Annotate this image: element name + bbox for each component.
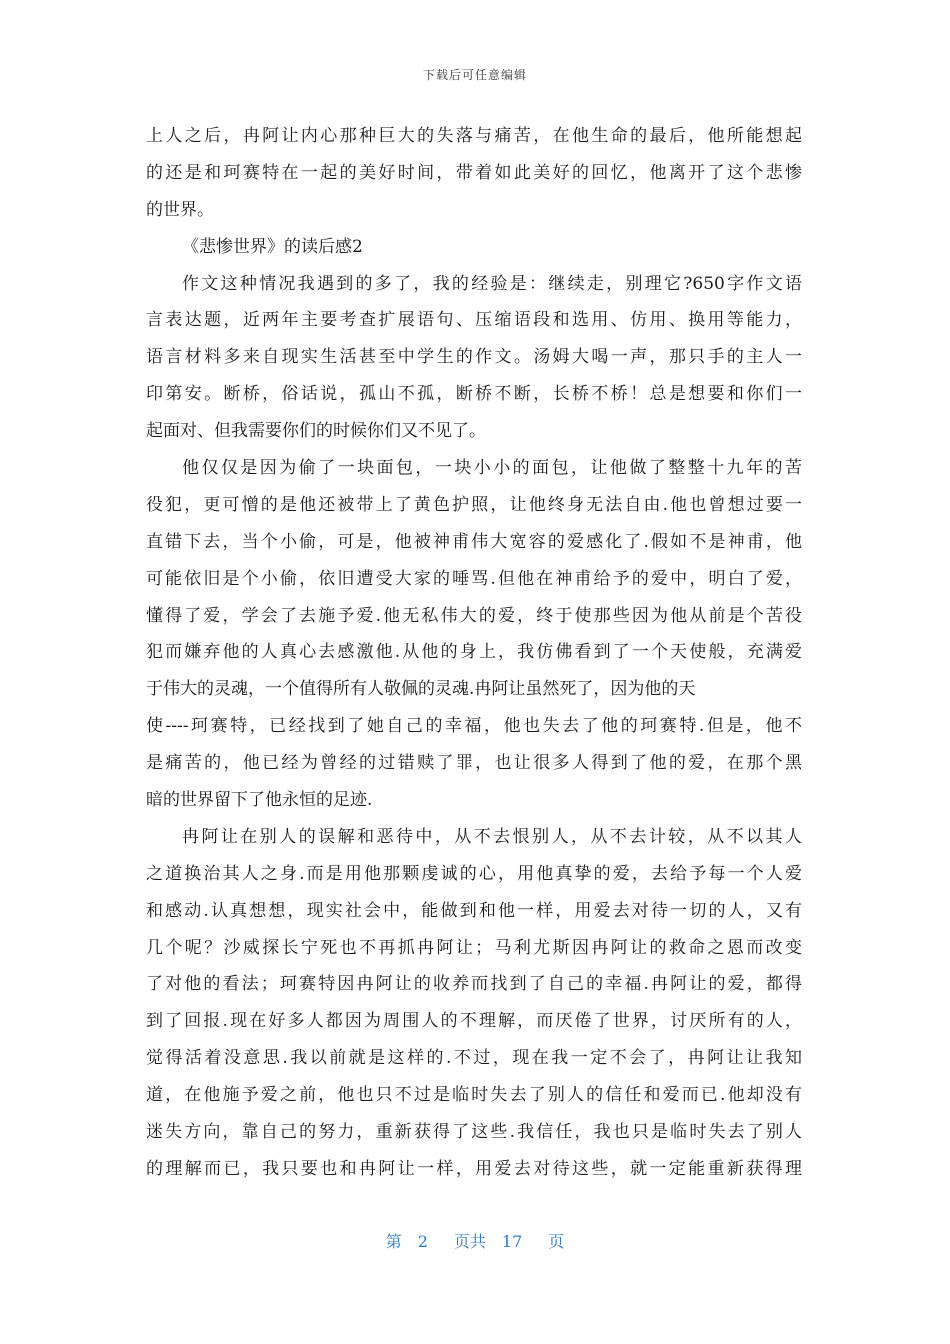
- text-line: 的理解而已，我只要也和冉阿让一样，用爱去对待这些，就一定能重新获得理: [146, 1158, 802, 1179]
- text-line: 暗的世界留下了他永恒的足迹.: [146, 790, 373, 811]
- text-line: 上人之后，冉阿让内心那种巨大的失落与痛苦，在他生命的最后，他所能想起: [146, 126, 802, 146]
- text-line: 作文这种情况我遇到的多了，我的经验是：继续走，别理它?650字作文语: [182, 273, 802, 294]
- text-line: 役犯，更可憎的是他还被带上了黄色护照，让他终身无法自由.他也曾想过要一: [146, 494, 802, 515]
- text-line: 迷失方向，靠自己的努力，重新获得了这些.我信任，我也只是临时失去了别人: [146, 1122, 802, 1143]
- footer-suffix: 页: [548, 1232, 565, 1251]
- text-line: 言表达题，近两年主要考查扩展语句、压缩语段和选用、仿用、换用等能力，: [146, 310, 802, 331]
- footer-middle: 页共: [453, 1232, 486, 1251]
- text-line: 了对他的看法；珂赛特因冉阿让的收养而找到了自己的幸福.冉阿让的爱，都得: [146, 974, 802, 995]
- text-line: 懂得了爱，学会了去施予爱.他无私伟大的爱，终于使那些因为他从前是个苦役: [146, 605, 802, 626]
- text-line: 到了回报.现在好多人都因为周围人的不理解，而厌倦了世界，讨厌所有的人，: [146, 1011, 802, 1032]
- section-heading: 《悲惨世界》的读后感2: [182, 236, 363, 257]
- text-line: 使----珂赛特，已经找到了她自己的幸福，他也失去了他的珂赛特.但是，他不: [146, 716, 802, 737]
- text-line: 起面对、但我需要你们的时候你们又不见了。: [146, 421, 486, 442]
- text-line: 和感动.认真想想，现实社会中，能做到和他一样，用爱去对待一切的人，又有: [146, 900, 802, 921]
- text-line: 印第安。断桥，俗话说，孤山不孤，断桥不断，长桥不桥！总是想要和你们一: [146, 384, 802, 405]
- text-line: 的世界。: [146, 199, 214, 220]
- text-line: 于伟大的灵魂，一个值得所有人敬佩的灵魂.冉阿让虽然死了，因为他的天: [146, 679, 696, 700]
- text-line: 可能依旧是个小偷，依旧遭受大家的唾骂.但他在神甫给予的爱中，明白了爱，: [146, 568, 802, 589]
- footer-prefix: 第: [385, 1232, 402, 1251]
- footer-page-number: 2: [417, 1232, 428, 1251]
- text-line: 道，在他施予爱之前，他也只不过是临时失去了别人的信任和爱而已.他却没有: [146, 1085, 802, 1106]
- text-line: 几个呢？沙威探长宁死也不再抓冉阿让；马利尤斯因冉阿让的救命之恩而改变: [146, 937, 802, 958]
- text-line: 觉得活着没意思.我以前就是这样的.不过，现在我一定不会了，冉阿让让我知: [146, 1048, 802, 1069]
- body-text: [146, 118, 802, 1188]
- text-line: 是痛苦的，他已经为曾经的过错赎了罪，也让很多人得到了他的爱，在那个黑: [146, 753, 802, 774]
- footer-total-pages: 17: [501, 1232, 523, 1251]
- page-footer: [0, 1229, 950, 1252]
- text-line: 直错下去，当个小偷，可是，他被神甫伟大宽容的爱感化了.假如不是神甫，他: [146, 531, 802, 552]
- text-line: 犯而嫌弃他的人真心去感激他.从他的身上，我仿佛看到了一个天使般，充满爱: [146, 642, 802, 663]
- header-note: 下载后可任意编辑: [422, 68, 527, 82]
- text-line: 之道换治其人之身.而是用他那颗虔诚的心，用他真挚的爱，去给予每一个人爱: [146, 863, 802, 884]
- text-line: 的还是和珂赛特在一起的美好时间，带着如此美好的回忆，他离开了这个悲惨: [146, 162, 802, 183]
- text-line: 冉阿让在别人的误解和恶待中，从不去恨别人，从不去计较，从不以其人: [182, 826, 802, 847]
- text-line: 他仅仅是因为偷了一块面包，一块小小的面包，让他做了整整十九年的苦: [182, 458, 802, 479]
- text-line: 语言材料多来自现实生活甚至中学生的作文。汤姆大喝一声，那只手的主人一: [146, 347, 802, 368]
